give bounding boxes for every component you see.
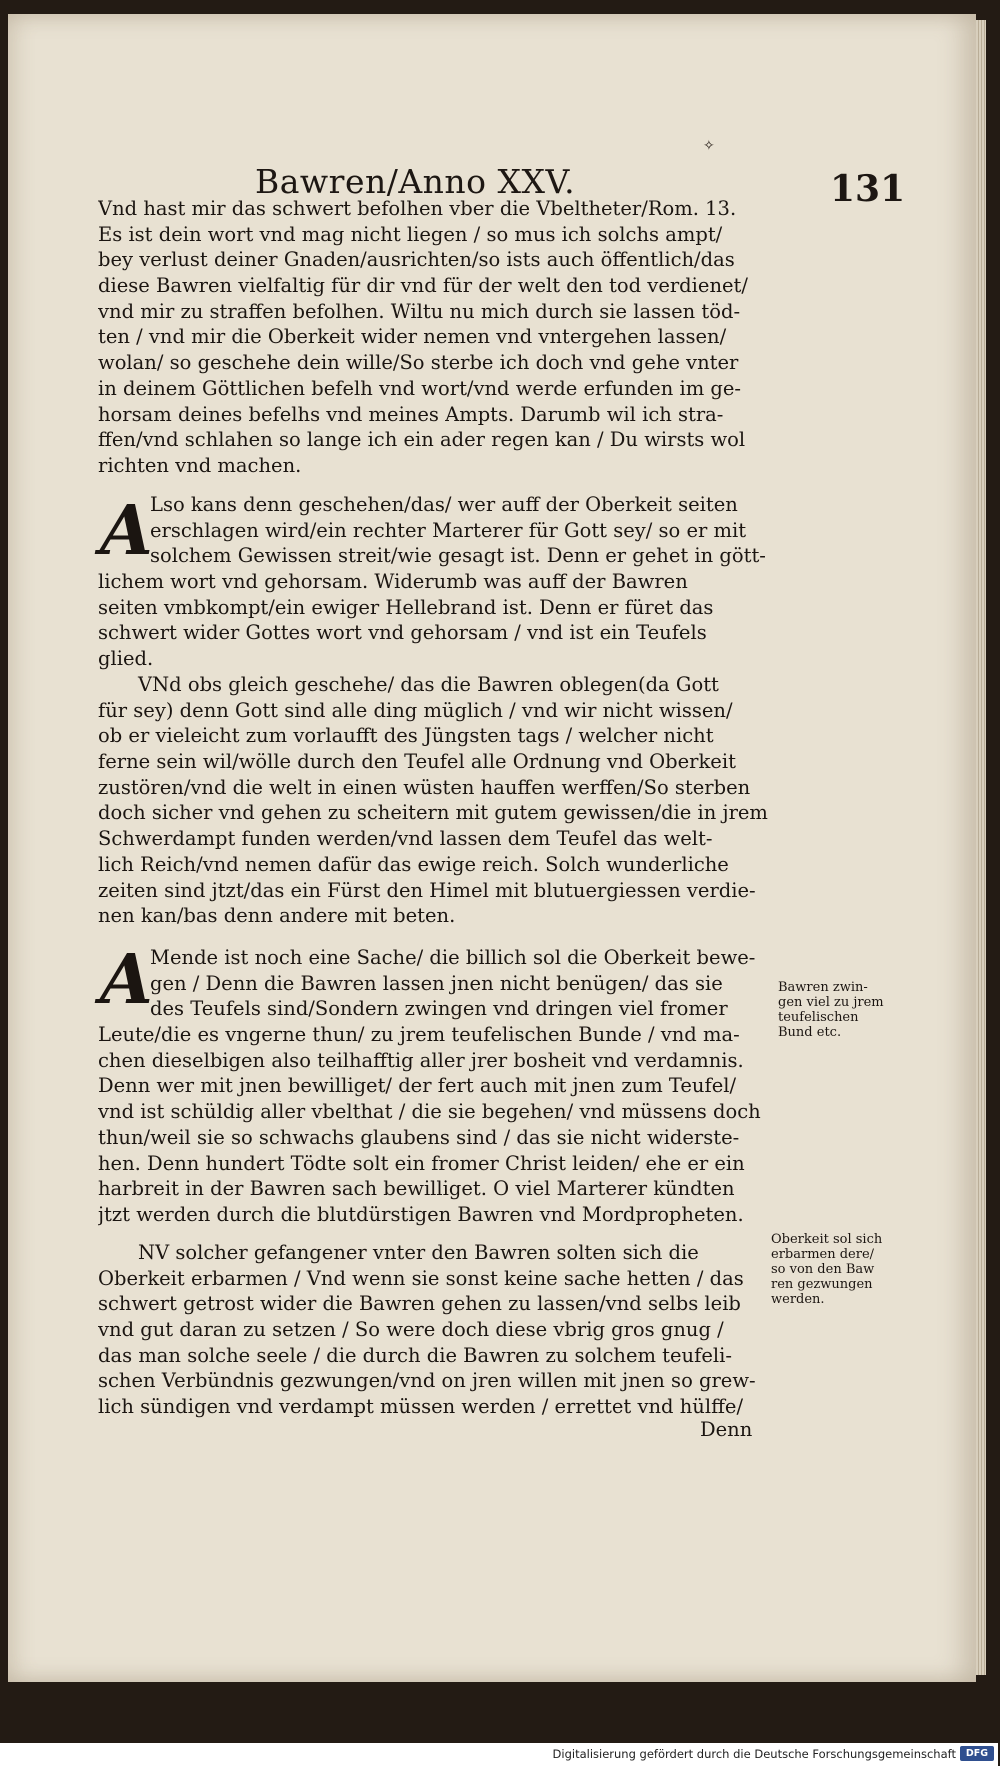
text-line: Denn wer mit jnen bewilliget/ der fert auch mit jnen zum Teufel/ [98, 1074, 737, 1098]
paragraph-4 [98, 940, 778, 1228]
text-line: lich Reich/vnd nemen dafür das ewige reich. Solch wunderliche [98, 852, 729, 876]
text-line: thun/weil sie so schwachs glaubens sind / das sie nicht widerste- [98, 1125, 740, 1149]
text-line: Es ist dein wort vnd mag nicht liegen / so mus ich solchs ampt/ [98, 222, 723, 246]
text-line: horsam deines befelhs vnd meines Ampts. Darumb wil ich stra- [98, 402, 724, 426]
margin-note-2 [771, 1232, 911, 1307]
margin-note-line: Oberkeit sol sich [771, 1232, 883, 1247]
running-head: Bawren/Anno XXV. [255, 162, 576, 201]
text-line: jtzt werden durch die blutdürstigen Bawren vnd Mordpropheten. [98, 1202, 744, 1226]
text-line: VNd obs gleich geschehe/ das die Bawren oblegen(da Gott [138, 673, 719, 696]
text-line: ffen/vnd schlahen so lange ich ein ader regen kan / Du wirsts wol [98, 428, 746, 452]
paragraph-5 [98, 1240, 778, 1420]
text-line: erschlagen wird/ein rechter Marterer für Gott sey/ so er mit [150, 518, 747, 542]
text-line: vnd mir zu straffen befolhen. Wiltu nu mich durch sie lassen töd- [98, 299, 741, 323]
page-edge [976, 20, 986, 1675]
text-line: vnd ist schüldig aller vbelthat / die sie begehen/ vnd müssens doch [98, 1100, 761, 1124]
text-line: wolan/ so geschehe dein wille/So sterbe ich doch vnd gehe vnter [98, 351, 739, 375]
margin-note-line: teufelischen [778, 1010, 859, 1025]
text-line: hen. Denn hundert Tödte solt ein fromer Christ leiden/ ehe er ein [98, 1151, 745, 1175]
text-line: NV solcher gefangener vnter den Bawren solten sich die [138, 1241, 699, 1264]
text-line: schwert wider Gottes wort vnd gehorsam / vnd ist ein Teufels [98, 621, 707, 645]
text-line: ferne sein wil/wölle durch den Teufel alle Ordnung vnd Oberkeit [98, 750, 736, 774]
margin-note-line: gen viel zu jrem [778, 995, 884, 1010]
funding-credit: Digitalisierung gefördert durch die Deutsche Forschungsgemeinschaft [552, 1747, 956, 1761]
text-line: lich sündigen vnd verdampt müssen werden / errettet vnd hülffe/ [98, 1395, 744, 1419]
drop-initial: A [100, 940, 153, 1020]
margin-note-1 [778, 980, 918, 1040]
paragraph-2 [98, 492, 778, 672]
text-line: das man solche seele / die durch die Bawren zu solchem teufeli- [98, 1343, 732, 1367]
text-line: Leute/die es vngerne thun/ zu jrem teufelischen Bunde / vnd ma- [98, 1023, 740, 1047]
text-line: des Teufels sind/Sondern zwingen vnd dringen viel fromer [150, 997, 728, 1021]
paragraph-3 [98, 672, 778, 929]
footer-bar [0, 1743, 998, 1766]
text-line: schen Verbündnis gezwungen/vnd on jren willen mit jnen so grew- [98, 1369, 756, 1393]
margin-note-line: werden. [771, 1292, 825, 1307]
text-line: ob er vieleicht zum vorlaufft des Jüngsten tags / welcher nicht [98, 724, 714, 748]
page-number: 131 [830, 168, 906, 210]
text-line: zeiten sind jtzt/das ein Fürst den Himel mit blutuergiessen verdie- [98, 878, 756, 902]
margin-note-line: ren gezwungen [771, 1277, 873, 1292]
text-line: glied. [98, 647, 154, 671]
text-line: solchem Gewissen streit/wie gesagt ist. Denn er gehet in gött- [150, 544, 766, 568]
text-line: chen dieselbigen also teilhafftig aller jrer bosheit vnd verdamnis. [98, 1048, 744, 1072]
text-line: Lso kans denn geschehen/das/ wer auff der Oberkeit seiten [150, 493, 738, 516]
text-line: vnd gut daran zu setzen / So were doch diese vbrig gros gnug / [98, 1318, 724, 1342]
text-line: ten / vnd mir die Oberkeit wider nemen vnd vntergehen lassen/ [98, 325, 727, 349]
text-line: lichem wort vnd gehorsam. Widerumb was auff der Bawren [98, 570, 688, 594]
text-line: Oberkeit erbarmen / Vnd wenn sie sonst keine sache hetten / das [98, 1266, 744, 1290]
text-line: Mende ist noch eine Sache/ die billich sol die Oberkeit bewe- [150, 946, 756, 969]
text-line: richten vnd machen. [98, 453, 302, 477]
drop-initial: A [100, 491, 153, 571]
paragraph-1 [98, 196, 778, 479]
printers-mark: ✧ [703, 138, 715, 154]
margin-note-line: so von den Baw [771, 1262, 875, 1277]
margin-note-line: Bund etc. [778, 1025, 842, 1040]
catchword: Denn [700, 1418, 753, 1441]
dfg-logo: DFG [960, 1746, 994, 1761]
text-line: harbreit in der Bawren sach bewilliget. O viel Marterer kündten [98, 1177, 735, 1201]
text-line: diese Bawren vielfaltig für dir vnd für der welt den tod verdienet/ [98, 274, 748, 298]
text-line: nen kan/bas denn andere mit beten. [98, 904, 456, 928]
text-line: Schwerdampt funden werden/vnd lassen dem Teufel das welt- [98, 827, 713, 851]
text-line: schwert getrost wider die Bawren gehen zu lassen/vnd selbs leib [98, 1292, 741, 1316]
text-line: gen / Denn die Bawren lassen jnen nicht benügen/ das sie [150, 971, 723, 995]
text-line: doch sicher vnd gehen zu scheitern mit gutem gewissen/die in jrem [98, 801, 768, 825]
margin-note-line: erbarmen dere/ [771, 1247, 875, 1262]
margin-note-line: Bawren zwin- [778, 980, 868, 995]
text-line: in deinem Göttlichen befelh vnd wort/vnd werde erfunden im ge- [98, 376, 742, 400]
text-line: zustören/vnd die welt in einen wüsten hauffen werffen/So sterben [98, 775, 751, 799]
text-line: bey verlust deiner Gnaden/ausrichten/so ists auch öffentlich/das [98, 248, 735, 272]
text-line: seiten vmbkompt/ein ewiger Hellebrand ist. Denn er füret das [98, 595, 714, 619]
text-line: Vnd hast mir das schwert befolhen vber die Vbeltheter/Rom. 13. [98, 197, 737, 220]
text-line: für sey) denn Gott sind alle ding müglich / vnd wir nicht wissen/ [98, 698, 733, 722]
